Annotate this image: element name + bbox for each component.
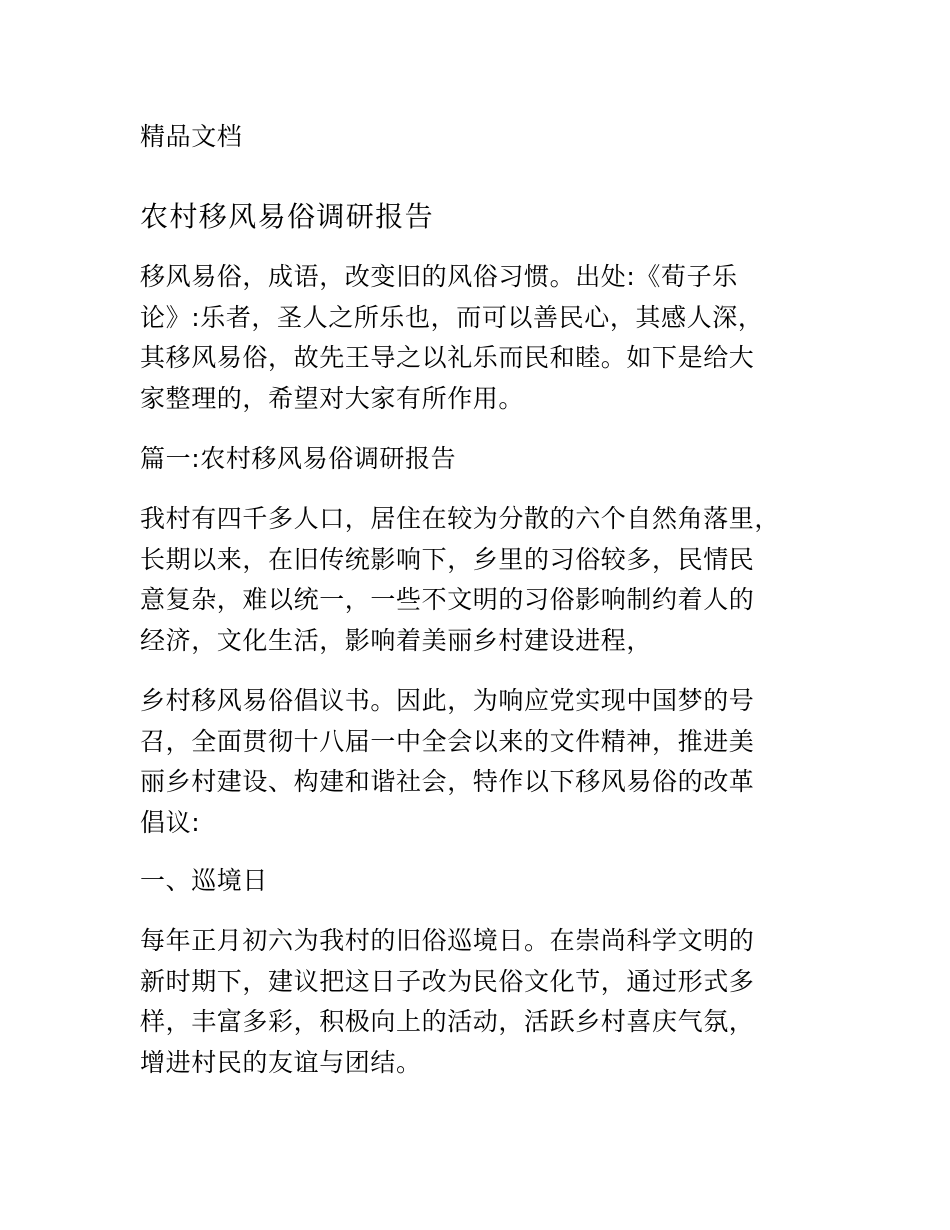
paragraph-line: 每年正月初六为我村的旧俗巡境日。在崇尚科学文明的: [140, 926, 755, 955]
proposal-paragraph: [140, 681, 812, 843]
document-title: [140, 195, 812, 236]
paragraph-line: 家整理的，希望对大家有所作用。: [140, 383, 525, 413]
section-heading-text: 篇一:农村移风易俗调研报告: [140, 444, 457, 473]
paragraph-line: 长期以来，在旧传统影响下，乡里的习俗较多，民情民: [140, 544, 755, 574]
item-paragraph: [140, 921, 812, 1083]
paragraph-line: 召，全面贯彻十八届一中全会以来的文件精神，推进美: [140, 726, 755, 756]
item-heading: [140, 861, 812, 902]
paragraph-line: 乡村移风易俗倡议书。因此，为响应党实现中国梦的号: [140, 686, 755, 715]
paragraph-line: 倡议:: [140, 807, 201, 837]
header-label: 精品文档: [140, 122, 243, 151]
village-paragraph: [140, 499, 812, 661]
title-text: 农村移风易俗调研报告: [140, 200, 435, 233]
paragraph-line: 论》:乐者，圣人之所乐也，而可以善民心，其感人深，: [140, 302, 764, 332]
paragraph-line: 丽乡村建设、构建和谐社会，特作以下移风易俗的改革: [140, 767, 755, 796]
page-header: [140, 117, 812, 158]
intro-paragraph: [140, 257, 812, 419]
paragraph-line: 我村有四千多人口，居住在较为分散的六个自然角落里，: [140, 504, 781, 533]
paragraph-line: 样，丰富多彩，积极向上的活动，活跃乡村喜庆气氛，: [140, 1007, 755, 1036]
paragraph-line: 经济，文化生活，影响着美丽乡村建设进程，: [140, 625, 653, 655]
section-heading: [140, 439, 812, 480]
paragraph-line: 新时期下，建议把这日子改为民俗文化节，通过形式多: [140, 966, 755, 996]
paragraph-line: 增进村民的友谊与团结。: [140, 1047, 422, 1077]
paragraph-line: 意复杂，难以统一，一些不文明的习俗影响制约着人的: [140, 585, 755, 614]
item-heading-text: 一、巡境日: [140, 866, 269, 895]
paragraph-line: 移风易俗，成语，改变旧的风俗习惯。出处:《荀子乐: [140, 262, 738, 291]
paragraph-line: 其移风易俗，故先王导之以礼乐而民和睦。如下是给大: [140, 343, 755, 372]
